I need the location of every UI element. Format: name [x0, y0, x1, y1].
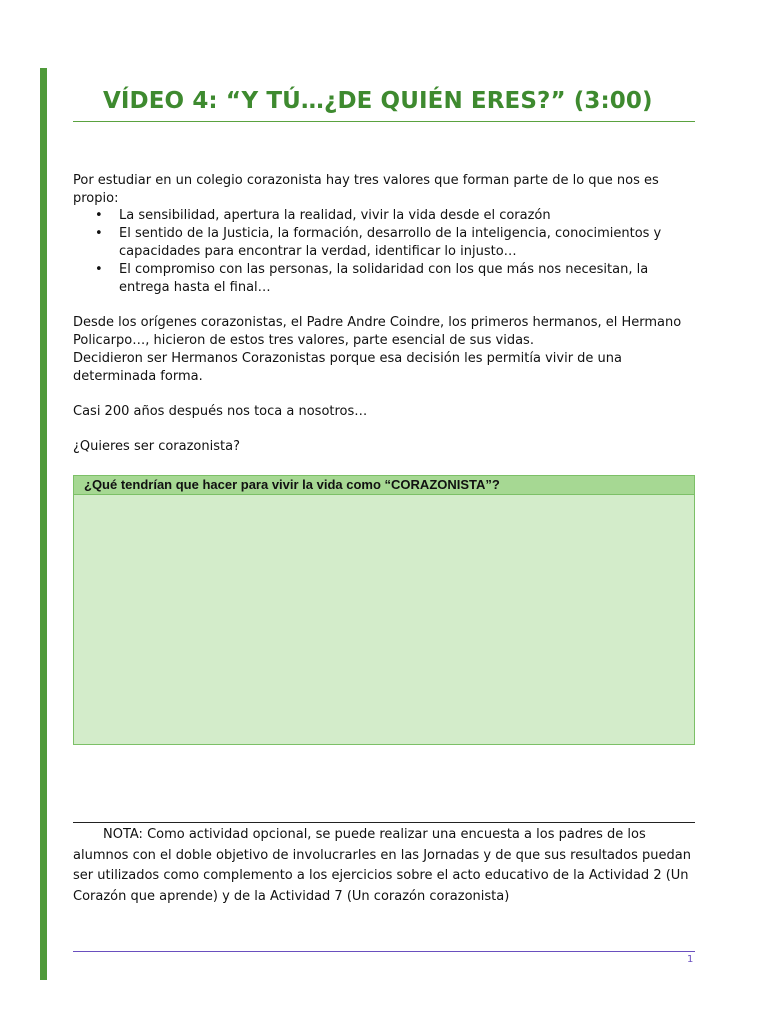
- page-title: VÍDEO 4: “Y TÚ…¿DE QUIÉN ERES?” (3:00): [103, 88, 653, 114]
- list-item: [73, 225, 693, 261]
- footnote-text: NOTA: Como actividad opcional, se puede realizar una encuesta a los padres de los alumnos con el doble objetivo de involucrarles en las Jornadas y de que sus resultados puedan ser utilizados como complemento a los ejercicios sobre el acto educativo de la Actividad 2 (Un Corazón que aprende) y de la Actividad 7 (Un corazón corazonista): [73, 827, 691, 904]
- page-number: 1: [687, 954, 694, 965]
- values-list: [73, 207, 693, 297]
- footnote-divider: [73, 822, 695, 823]
- answer-box[interactable]: [73, 475, 695, 745]
- answer-box-header: ¿Qué tendrían que hacer para vivir la vida como “CORAZONISTA”?: [74, 476, 694, 495]
- question-paragraph: ¿Quieres ser corazonista?: [73, 439, 240, 454]
- title-divider: [73, 121, 695, 122]
- decision-text: Decidieron ser Hermanos Corazonistas porque esa decisión les permitía vivir de una determinada forma.: [73, 351, 623, 384]
- value-sensibilidad: La sensibilidad, apertura la realidad, vivir la vida desde el corazón: [119, 208, 551, 223]
- value-compromiso: El compromiso con las personas, la solidaridad con los que más nos necesitan, la entrega hasta el final…: [119, 262, 649, 295]
- intro-paragraph: Por estudiar en un colegio corazonista hay tres valores que forman parte de lo que nos es propio:: [73, 173, 659, 206]
- bullet-icon: •: [95, 208, 103, 223]
- value-justicia: El sentido de la Justicia, la formación, desarrollo de la inteligencia, conocimientos y capacidades para encontrar la verdad, identificar lo injusto…: [119, 226, 662, 259]
- years-paragraph: Casi 200 años después nos toca a nosotros…: [73, 404, 368, 419]
- origins-text: Desde los orígenes corazonistas, el Padre Andre Coindre, los primeros hermanos, el Hermano Policarpo…, hicieron de estos tres valores, parte esencial de sus vidas.: [73, 315, 682, 348]
- bullet-icon: •: [95, 226, 103, 241]
- origins-paragraph: [73, 314, 698, 386]
- list-item: [73, 261, 693, 297]
- left-margin-bar: [40, 68, 47, 980]
- bullet-icon: •: [95, 262, 103, 277]
- footer-divider: [73, 951, 695, 952]
- list-item: [73, 207, 693, 225]
